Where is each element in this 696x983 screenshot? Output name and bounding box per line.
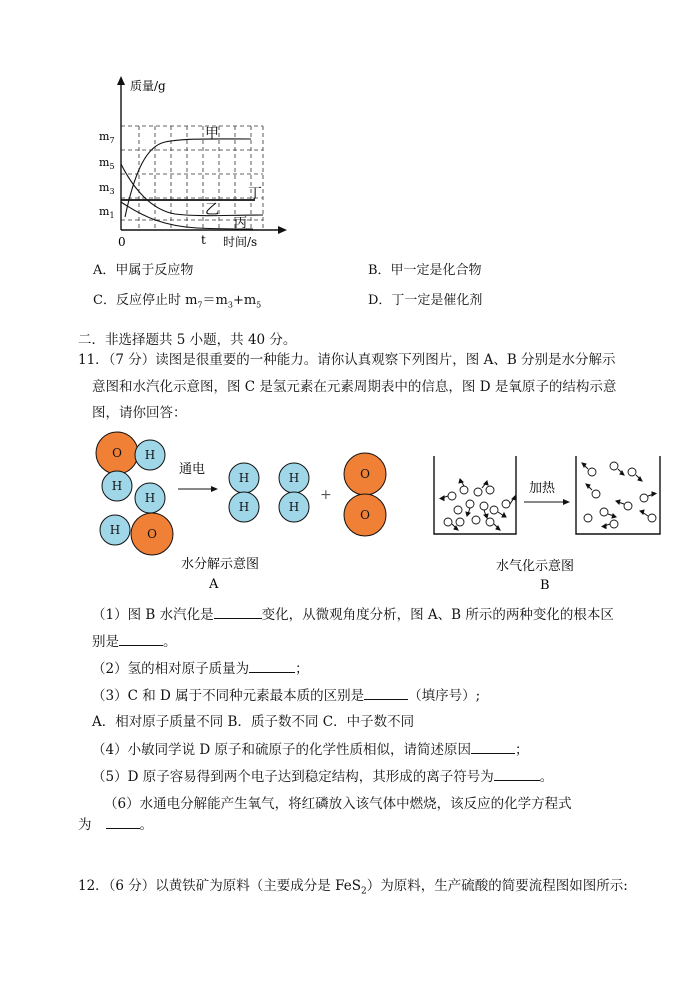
q12-text: 12．（6 分）以黄铁矿为原料（主要成分是 FeS$_2$）为原料，生产硫酸的简要流程图如图所示: <box>78 878 628 897</box>
label-bing: 丙 <box>234 216 248 231</box>
x-axis-arrow <box>278 226 287 234</box>
plus-sign: + <box>320 487 332 503</box>
reaction-arrow-head <box>211 486 218 492</box>
tick-m1: $m_1$ <box>99 205 115 220</box>
svg-text:H: H <box>288 500 300 514</box>
tick-m5: $m_5$ <box>99 156 115 171</box>
curve-jia <box>125 139 251 217</box>
q11-sub3-options: A．相对原子质量不同 B．质子数不同 C．中子数不同 <box>92 714 415 730</box>
answer-blank[interactable] <box>249 658 295 673</box>
q11-sub1-line2: 别是 。 <box>92 631 177 652</box>
water-molecules-gas <box>584 462 656 528</box>
label-yi: 乙 <box>205 202 219 218</box>
option-b: B．甲一定是化合物 <box>368 263 482 278</box>
svg-text:H: H <box>238 471 250 485</box>
q11-sub1-line1: （1）图 B 水汽化是 变化，从微观角度分析，图 A、B 所示的两种变化的根本区 <box>92 604 614 625</box>
figure-a-letter: A <box>209 577 219 592</box>
q11-sub4: （4）小敏同学说 D 原子和硫原子的化学性质相似，请简述原因 ； <box>92 739 529 760</box>
arrow-label-electrolysis: 通电 <box>179 462 206 477</box>
svg-text:O: O <box>147 527 157 541</box>
svg-text:O: O <box>360 467 370 481</box>
q11-sub3: （3）C 和 D 属于不同种元素最本质的区别是 （填序号）; <box>92 685 480 706</box>
label-ding: 丁 <box>248 186 262 202</box>
figure-a-caption: 水分解示意图 <box>181 557 260 572</box>
figure-b-letter: B <box>540 578 550 593</box>
answer-blank[interactable] <box>364 685 408 700</box>
q11-intro-line2: 意图和水汽化示意图，图 C 是氢元素在元素周期表中的信息，图 D 是氧原子的结构示意 <box>92 379 617 395</box>
water-molecules-liquid <box>444 486 510 526</box>
svg-text:O: O <box>112 446 122 460</box>
svg-text:H: H <box>288 471 300 485</box>
q11-sub2: （2）氢的相对原子质量为 ； <box>92 658 309 679</box>
x-axis-label: 时间/s <box>223 235 258 249</box>
y-axis-label: 质量/g <box>130 79 166 93</box>
label-jia: 甲 <box>205 126 219 142</box>
svg-text:H: H <box>144 448 156 462</box>
arrow-label-heating: 加热 <box>529 481 556 496</box>
svg-text:H: H <box>111 479 123 493</box>
answer-blank[interactable] <box>106 814 140 829</box>
q11-intro-line1: 11．（7 分）读图是很重要的一种能力。请你认真观察下列图片，图 A、B 分别是水分解示 <box>78 352 616 368</box>
process-arrow-head <box>563 499 570 505</box>
origin-label: 0 <box>118 235 126 249</box>
answer-blank[interactable] <box>471 739 515 754</box>
svg-text:H: H <box>238 500 250 514</box>
svg-text:H: H <box>144 491 156 505</box>
y-axis-arrow <box>117 76 125 85</box>
q11-sub6-line1: （6）水通电分解能产生氧气，将红磷放入该气体中燃烧，该反应的化学方程式 <box>104 796 572 812</box>
answer-blank[interactable] <box>119 631 163 646</box>
figure-b-caption: 水气化示意图 <box>496 559 575 574</box>
option-c: C．反应停止时 $m_7=m_3+m_5$ <box>93 293 262 310</box>
svg-text:O: O <box>360 508 370 522</box>
tick-m3: $m_3$ <box>99 181 115 196</box>
svg-text:H: H <box>109 523 121 537</box>
tick-m7: $m_7$ <box>99 130 115 145</box>
curve-yi <box>121 164 263 216</box>
figure-b-water-vaporization <box>428 452 668 598</box>
answer-blank[interactable] <box>494 766 540 781</box>
q11-intro-line3: 图，请你回答： <box>92 405 187 421</box>
answer-blank[interactable] <box>214 604 262 619</box>
q11-sub5: （5）D 原子容易得到两个电子达到稳定结构，其形成的离子符号为 。 <box>92 766 553 787</box>
option-a: A．甲属于反应物 <box>93 263 194 278</box>
mass-time-graph <box>85 70 300 255</box>
section-heading: 二．非选择题共 5 小题，共 40 分。 <box>78 332 297 348</box>
q11-sub6-line2: 为 。 <box>78 814 153 835</box>
figure-a-water-decomposition <box>92 428 402 598</box>
option-d: D．丁一定是催化剂 <box>368 293 483 308</box>
t-label: t <box>201 233 206 247</box>
